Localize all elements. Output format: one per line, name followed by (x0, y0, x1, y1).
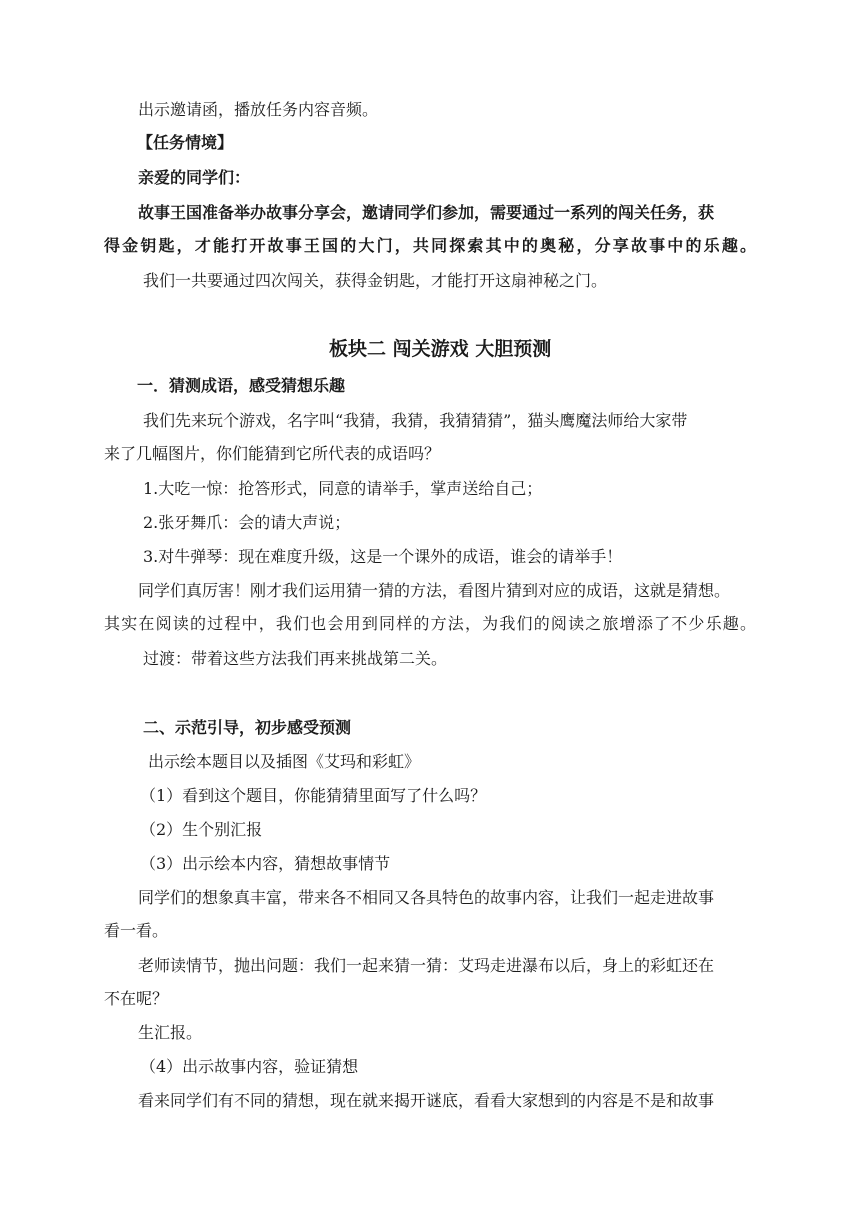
step-item: （3）出示绘本内容，猜想故事情节 (140, 854, 391, 873)
paragraph-line: 来了几幅图片，你们能猜到它所代表的成语吗？ (104, 444, 441, 463)
paragraph: 过渡：带着这些方法我们再来挑战第二关。 (143, 649, 448, 668)
list-item: 3.对牛弹琴：现在难度升级，这是一个课外的成语，谁会的请举手！ (143, 547, 623, 566)
list-item: 1.大吃一惊：抢答形式，同意的请举手，掌声送给自己； (143, 479, 543, 498)
paragraph-line: 其实在阅读的过程中，我们也会用到同样的方法，为我们的阅读之旅增添了不少乐趣。 (104, 614, 756, 633)
paragraph: 出示邀请函，播放任务内容音频。 (138, 100, 379, 119)
paragraph-line: 同学们的想象真丰富，带来各不相同又各具特色的故事内容，让我们一起走进故事 (138, 888, 715, 907)
subheading-1: 一．猜测成语，感受猜想乐趣 (137, 376, 346, 395)
invitation-line-1: 故事王国准备举办故事分享会，邀请同学们参加，需要通过一系列的闯关任务，获 (138, 203, 715, 222)
paragraph-line: 同学们真厉害！刚才我们运用猜一猜的方法，看图片猜到对应的成语，这就是猜想。 (138, 581, 731, 600)
invitation-line-2: 得金钥匙，才能打开故事王国的大门，共同探索其中的奥秘，分享故事中的乐趣。 (104, 236, 756, 255)
paragraph: 出示绘本题目以及插图《艾玛和彩虹》 (148, 752, 421, 771)
paragraph-line: 看一看。 (104, 921, 169, 940)
paragraph-line: 不在呢？ (104, 989, 169, 1008)
paragraph: 我们一共要通过四次闯关，获得金钥匙，才能打开这扇神秘之门。 (143, 271, 608, 290)
paragraph: 生汇报。 (138, 1023, 203, 1042)
paragraph-line: 老师读情节，抛出问题：我们一起来猜一猜：艾玛走进瀑布以后，身上的彩虹还在 (138, 956, 715, 975)
section-title: 板块二 闯关游戏 大胆预测 (329, 338, 552, 360)
greeting: 亲爱的同学们： (138, 168, 251, 187)
task-scenario-heading: 【任务情境】 (137, 133, 234, 152)
step-item: （4）出示故事内容，验证猜想 (140, 1057, 359, 1076)
subheading-2: 二、示范引导，初步感受预测 (143, 718, 352, 737)
step-item: （1）看到这个题目，你能猜猜里面写了什么吗？ (140, 786, 487, 805)
step-item: （2）生个别汇报 (140, 820, 263, 839)
list-item: 2.张牙舞爪：会的请大声说； (143, 513, 351, 532)
paragraph-line: 看来同学们有不同的猜想，现在就来揭开谜底，看看大家想到的内容是不是和故事 (138, 1091, 715, 1110)
paragraph-line: 我们先来玩个游戏，名字叫“我猜，我猜，我猜猜猜”，猫头鹰魔法师给大家带 (143, 411, 688, 430)
